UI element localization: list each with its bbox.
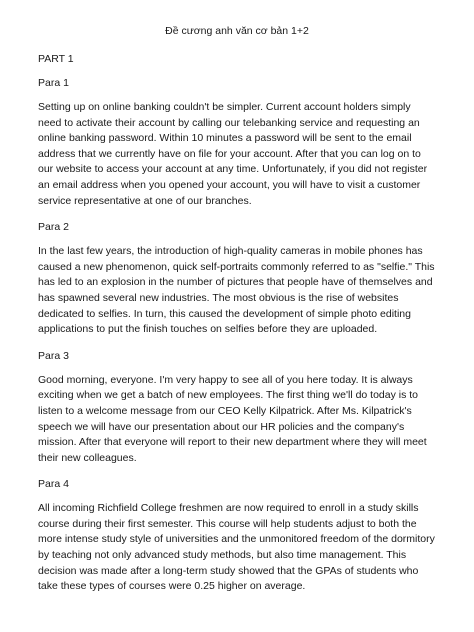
para-1-text: Setting up on online banking couldn't be simpler. Current account holders simply need to activate their account by calling our telebanking service and requesting an online banking password. Within 10 minutes a password will be sent to the email address that we currently have on file for your account. After that you can log on to our website to access your account at any time. Unfortunately, if you did not register an email address when you opened your account, you will have to visit a customer service representative at one of our branches. — [38, 101, 428, 207]
part-heading: PART 1 — [38, 53, 74, 65]
para-3-text: Good morning, everyone. I'm very happy to see all of you here today. It is always exciting when we get a batch of new employees. The first thing we'll do today is to listen to a welcome message from our CEO Kelly Kilpatrick. After Ms. Kilpatrick's speech we will have our presentation about our HR policies and the company's mission. After that everyone will report to their new department where they will meet their new colleagues. — [38, 373, 427, 464]
para-2-label: Para 2 — [38, 221, 69, 234]
para-4-label: Para 4 — [38, 478, 69, 491]
para-4-text: All incoming Richfield College freshmen are now required to enroll in a study skills course during their first semester. This course will help students adjust to both the more intense study style of universities and the unmonitored freedom of the dormitory by teaching not only advanced study methods, but also time management. This decision was made after a long-term study showed that the GPAs of students who take these types of courses were 0.25 higher on average. — [38, 502, 435, 593]
para-2-text: In the last few years, the introduction of high-quality cameras in mobile phones has caused a new phenomenon, quick self-portraits commonly referred to as "selfie." This has led to an explosion in the number of pictures that people have of themselves and has spawned several new industries. The most obvious is the rise of websites dedicated to selfies. In turn, this caused the development of simple photo editing applications to put the finish touches on selfies before they are uploaded. — [38, 245, 435, 336]
para-3-label: Para 3 — [38, 349, 69, 362]
document-title: Đề cương anh văn cơ bản 1+2 — [165, 25, 309, 37]
para-1-label: Para 1 — [38, 77, 69, 89]
